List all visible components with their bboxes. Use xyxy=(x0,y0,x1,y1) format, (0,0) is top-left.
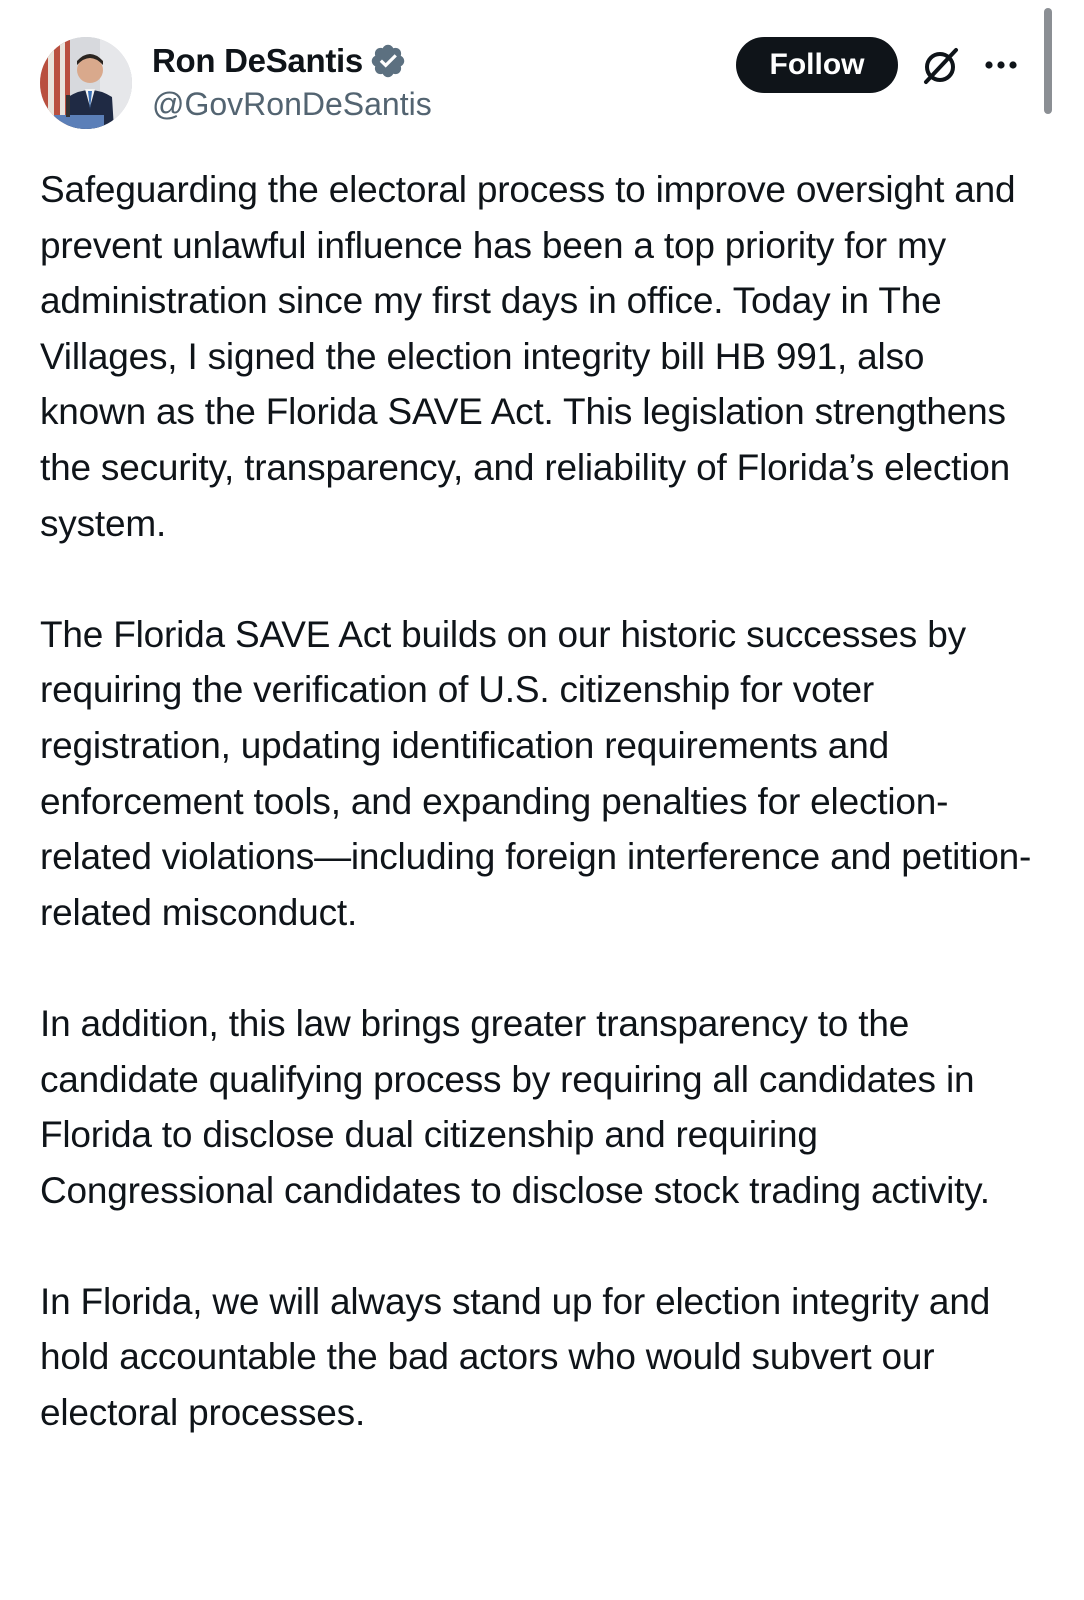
tweet-header xyxy=(0,0,1084,150)
tweet-paragraph: In addition, this law brings greater transparency to the candidate qualifying process by requiring all candidates in Florida to disclose dual citizenship and requiring Congressional candidates to disclose stock trading activity. xyxy=(40,1002,990,1211)
avatar[interactable] xyxy=(40,37,132,129)
tweet-text xyxy=(40,162,1040,1441)
tweet-paragraph: Safeguarding the electoral process to improve oversight and prevent unlawful influence has been a top priority for my administration since my first days in office. Today in The Villages, I signed the election integrity bill HB 991, also known as the Florida SAVE Act. This legislation strengthens the security, transparency, and reliability of Florida’s election system. xyxy=(40,169,1016,544)
author-name-row xyxy=(152,38,407,84)
follow-button[interactable]: Follow xyxy=(736,37,898,93)
verified-badge-icon xyxy=(369,42,407,80)
author-display-name[interactable]: Ron DeSantis xyxy=(152,42,363,79)
tweet-paragraph: In Florida, we will always stand up for election integrity and hold accountable the bad actors who would subvert our electoral processes. xyxy=(40,1280,991,1434)
tweet-paragraph: The Florida SAVE Act builds on our historic successes by requiring the verification of U.S. citizenship for voter registration, updating identification requirements and enforcement tools, and expanding penalties for election-related violations—including foreign interference and petition-related misconduct. xyxy=(40,613,1032,933)
avatar-photo xyxy=(40,37,132,129)
author-handle[interactable]: @GovRonDeSantis xyxy=(152,86,432,122)
more-dots-icon[interactable] xyxy=(980,50,1024,80)
scrollbar[interactable] xyxy=(1044,8,1052,114)
grok-slash-circle-icon[interactable] xyxy=(918,44,962,88)
